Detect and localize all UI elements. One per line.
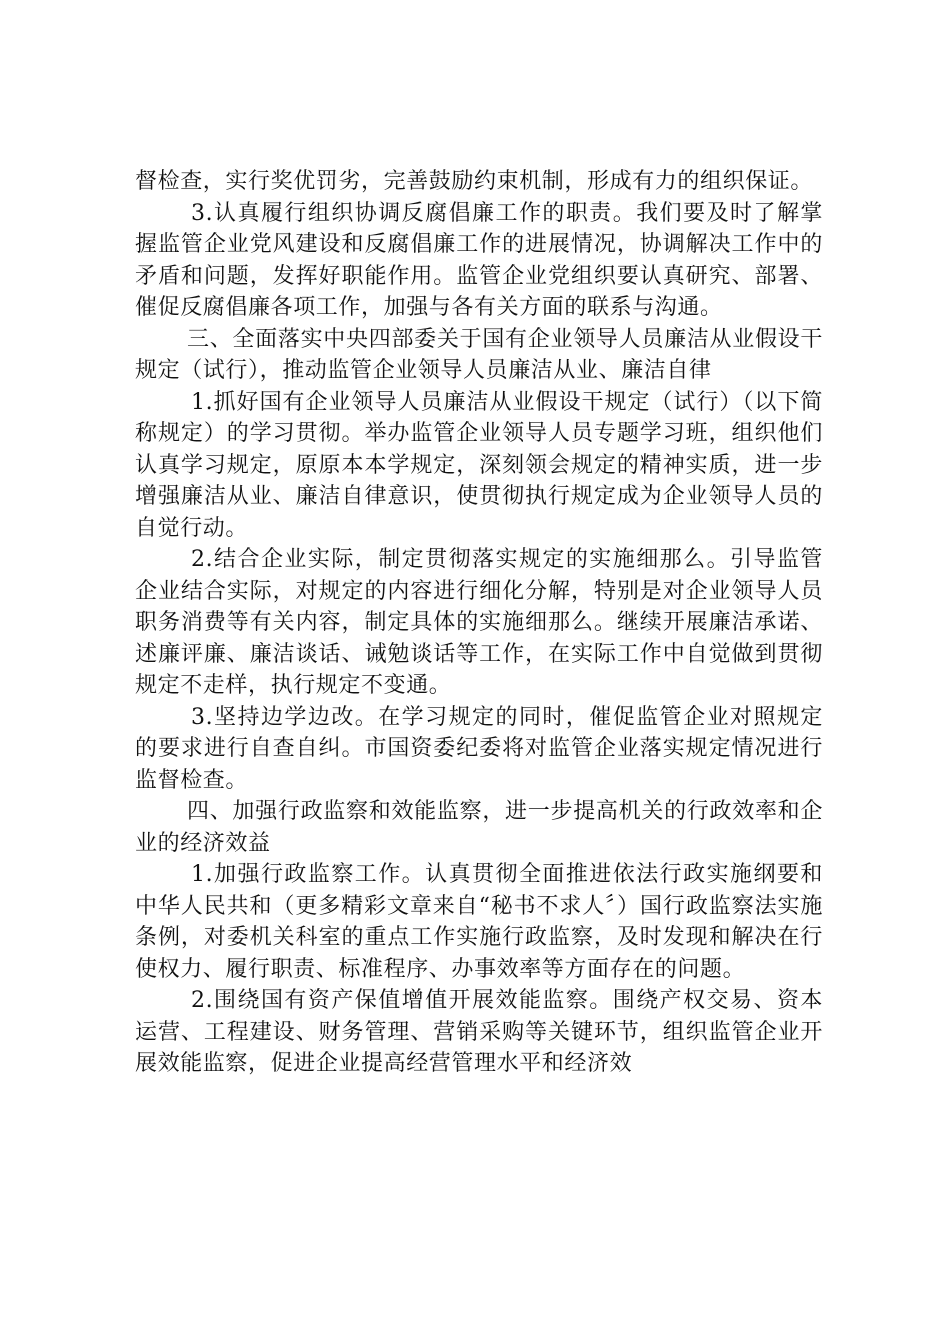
paragraph-item-3-self-check: 3.坚持边学边改。在学习规定的同时，催促监管企业对照规定的要求进行自查自纠。市国资委纪委将对监管企业落实规定情况进行监督检查。 [135,704,823,793]
paragraph-item-1-study: 1.抓好国有企业领导人员廉洁从业假设干规定（试行）（以下简称规定）的学习贯彻。举办监管企业领导人员专题学习班，组织他们认真学习规定，原原本本学规定，深刻领会规定的精神实质，进一步增强廉洁从业、廉洁自律意识，使贯彻执行规定成为企业领导人员的自觉行动。 [135,389,823,541]
paragraph-item-2-efficiency-supervision: 2.围绕国有资产保值增值开展效能监察。围绕产权交易、资本运营、工程建设、财务管理、营销采购等关键环节，组织监管企业开展效能监察，促进企业提高经营管理水平和经济效 [135,988,823,1076]
paragraph-continuation: 督检查，实行奖优罚劣，完善鼓励约束机制，形成有力的组织保证。 [135,169,814,194]
document-body [135,166,823,1080]
paragraph-item-3-coordination: 3.认真履行组织协调反腐倡廉工作的职责。我们要及时了解掌握监管企业党风建设和反腐倡廉工作的进展情况，协调解决工作中的矛盾和问题，发挥好职能作用。监管企业党组织要认真研究、部署、催促反腐倡廉各项工作，加强与各有关方面的联系与沟通。 [135,200,823,320]
section-heading-three: 三、全面落实中央四部委关于国有企业领导人员廉洁从业假设干规定（试行），推动监管企业领导人员廉洁从业、廉洁自律 [135,326,823,383]
paragraph-item-2-implementation: 2.结合企业实际，制定贯彻落实规定的实施细那么。引导监管企业结合实际，对规定的内容进行细化分解，特别是对企业领导人员职务消费等有关内容，制定具体的实施细那么。继续开展廉洁承诺、述廉评廉、廉洁谈话、诫勉谈话等工作，在实际工作中自觉做到贯彻规定不走样，执行规定不变通。 [135,547,823,698]
section-heading-four: 四、加强行政监察和效能监察，进一步提高机关的行政效率和企业的经济效益 [135,799,823,856]
paragraph-item-1-administrative-supervision: 1.加强行政监察工作。认真贯彻全面推进依法行政实施纲要和中华人民共和（更多精彩文章来自“秘书不求人〞）国行政监察法实施条例，对委机关科室的重点工作实施行政监察，及时发现和解决在行使权力、履行职责、标准程序、办事效率等方面存在的问题。 [135,862,823,982]
